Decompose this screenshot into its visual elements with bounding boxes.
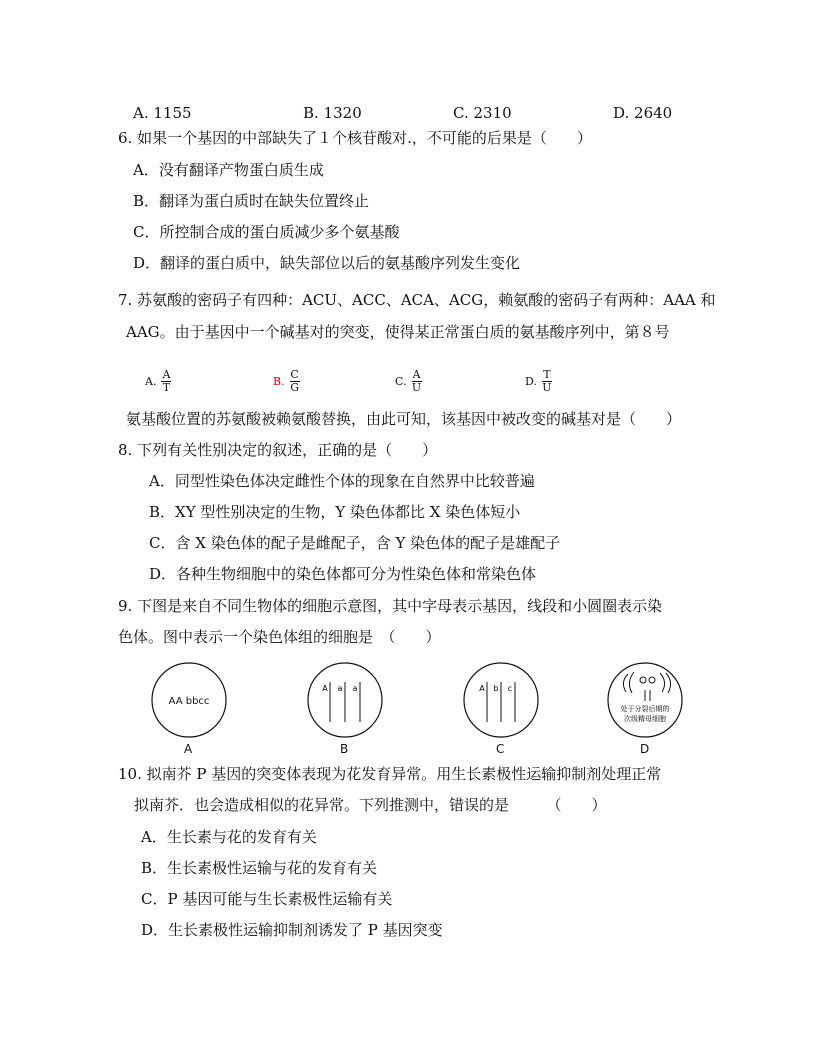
cell-d xyxy=(608,663,682,737)
q7-stem-line3: 氨基酸位置的苏氨酸被赖氨酸替换，由此可知，该基因中被改变的碱基对是（ ） xyxy=(126,410,682,428)
cell-d-caption-2: 次级精母细胞 xyxy=(624,715,666,723)
q6-option-a: A．没有翻译产物蛋白质生成 xyxy=(133,161,324,179)
cell-a-genes: AA bbcc xyxy=(168,696,210,707)
q10-option-b: B．生长素极性运输与花的发育有关 xyxy=(141,859,378,877)
cell-label-b: B xyxy=(340,742,349,756)
cell-b-gene-1: A xyxy=(322,684,328,693)
q8-option-b: B．XY 型性别决定的生物，Y 染色体都比 X 染色体短小 xyxy=(149,503,521,521)
q7-option-d: D. T U xyxy=(525,368,552,394)
q10-stem-line2: 拟南芥．也会造成相似的花异常。下列推测中，错误的是 （ ） xyxy=(134,796,607,814)
q9-stem-line1: 9. 下图是来自不同生物体的细胞示意图，其中字母表示基因，线段和小圆圈表示染 xyxy=(118,597,663,615)
q5-option-c: C. 2310 xyxy=(453,104,512,122)
q6-option-b: B．翻译为蛋白质时在缺失位置终止 xyxy=(133,192,370,210)
q8-option-a: A．同型性染色体决定雌性个体的现象在自然界中比较普遍 xyxy=(149,472,535,490)
q8-option-d: D．各种生物细胞中的染色体都可分为性染色体和常染色体 xyxy=(149,565,537,583)
cell-b-gene-3: a xyxy=(352,684,358,693)
cell-label-a: A xyxy=(184,742,193,756)
q5-option-a: A. 1155 xyxy=(133,104,192,122)
q9-stem-line2: 色体。图中表示一个染色体组的细胞是 （ ） xyxy=(118,628,441,646)
q10-option-c: C．P 基因可能与生长素极性运输有关 xyxy=(141,890,393,908)
q6-option-d: D．翻译的蛋白质中，缺失部位以后的氨基酸序列发生变化 xyxy=(133,254,521,272)
q7-stem-line1: 7. 苏氨酸的密码子有四种：ACU、ACC、ACA、ACG，赖氨酸的密码子有两种：AAA 和 xyxy=(118,291,716,309)
q6-option-c: C．所控制合成的蛋白质减少多个氨基酸 xyxy=(133,223,400,241)
cell-label-d: D xyxy=(640,742,650,756)
cell-c-gene-2: b xyxy=(493,684,499,693)
cell-a xyxy=(152,663,226,737)
q6-stem: 6. 如果一个基因的中部缺失了１个核苷酸对.，不可能的后果是（ ） xyxy=(118,129,592,147)
q8-stem: 8. 下列有关性别决定的叙述，正确的是（ ） xyxy=(118,441,438,459)
q10-stem-line1: 10. 拟南芥 P 基因的突变体表现为花发育异常。用生长素极性运输抑制剂处理正常 xyxy=(118,765,662,783)
q10-option-d: D．生长素极性运输抑制剂诱发了 P 基因突变 xyxy=(141,921,443,939)
q5-option-d: D. 2640 xyxy=(613,104,673,122)
cell-diagrams xyxy=(0,660,816,770)
cell-c xyxy=(464,663,538,737)
q5-option-b: B. 1320 xyxy=(303,104,362,122)
cell-b-gene-2: a xyxy=(337,684,343,693)
q7-option-a: A. A T xyxy=(145,368,171,394)
cell-label-c: C xyxy=(496,742,505,756)
q7-option-b: B. C G xyxy=(273,368,299,394)
q8-option-c: C．含 X 染色体的配子是雌配子，含 Y 染色体的配子是雄配子 xyxy=(149,534,561,552)
cell-c-gene-3: c xyxy=(507,684,513,693)
cell-c-gene-1: A xyxy=(479,684,485,693)
cell-d-caption-1: 处于分裂后期的 xyxy=(620,705,670,713)
q7-stem-line2: AAG。由于基因中一个碱基对的突变，使得某正常蛋白质的氨基酸序列中，第８号 xyxy=(126,323,670,341)
cell-b xyxy=(308,663,382,737)
q10-option-a: A．生长素与花的发育有关 xyxy=(141,828,317,846)
q7-option-c: C. A U xyxy=(395,368,422,394)
